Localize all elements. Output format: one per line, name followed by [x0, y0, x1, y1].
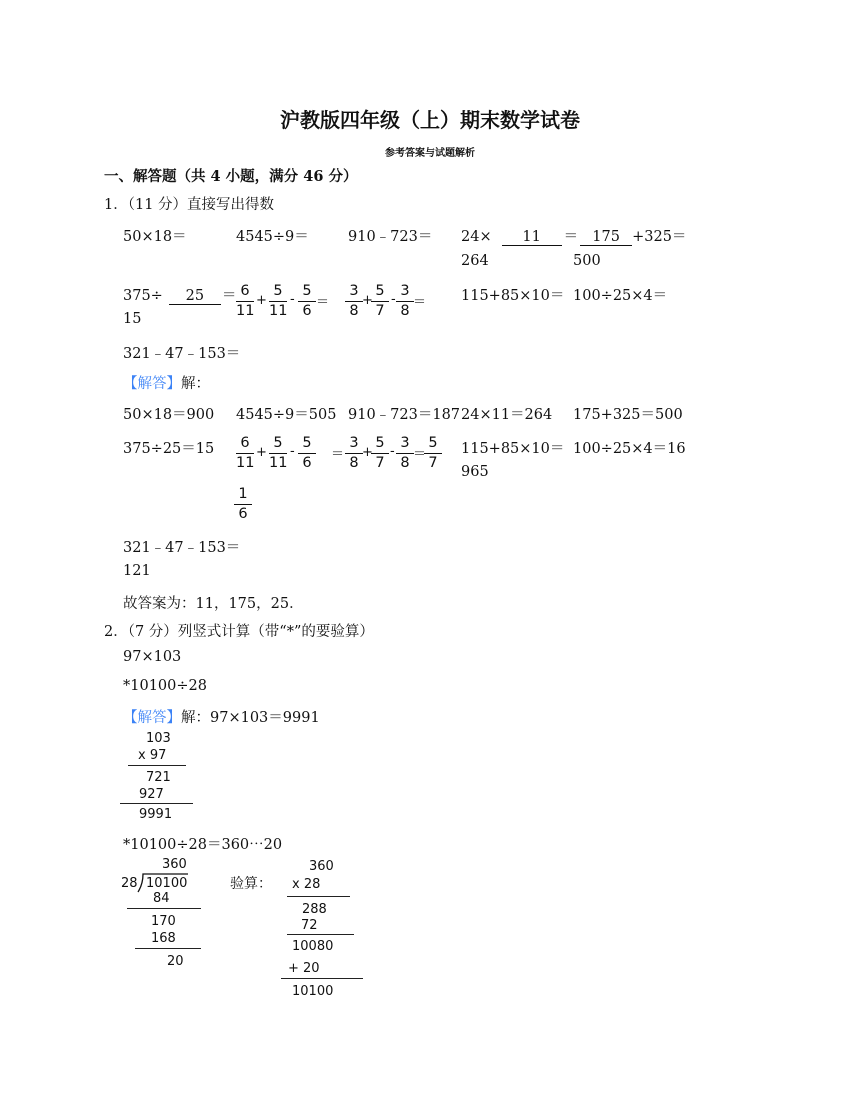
rule-line	[281, 978, 363, 979]
check-label: 验算：	[230, 876, 272, 892]
fraction: 3 8	[345, 283, 363, 320]
fraction: 6 11	[236, 435, 255, 471]
q1-r2-c4: 115+85×10＝	[461, 288, 565, 304]
q1-ans-r1-c1: 50×18＝900	[123, 407, 215, 423]
fraction-result: 5 7	[424, 435, 442, 472]
check-p1: 288	[302, 902, 327, 917]
q1-r2-c1	[123, 284, 236, 305]
page-subtitle: 参考答案与试题解析	[385, 148, 475, 159]
rule-line	[287, 896, 350, 897]
answer-tag: 【解答】	[123, 376, 181, 392]
rule-line	[127, 908, 201, 909]
q1-r1-c4	[461, 225, 686, 246]
rule-line	[135, 948, 201, 949]
mult-sum: 9991	[139, 807, 173, 822]
fraction: 5 6	[298, 283, 316, 320]
div-r1: 170	[151, 914, 176, 929]
check-add: + 20	[288, 961, 320, 976]
q1-ans-r1-c3: 910﹣723＝187	[348, 407, 461, 423]
rule-line	[128, 765, 186, 766]
q1-ans-r3: 321﹣47﹣153＝	[123, 540, 241, 556]
q1-ans-r2-c4-under: 965	[461, 464, 489, 480]
fraction-result: 1 6	[234, 486, 252, 523]
q2-div-result: *10100÷28＝360⋯20	[123, 837, 283, 853]
q1-r3: 321﹣47﹣153＝	[123, 346, 241, 362]
q1-ans-r1-c4: 24×11＝264	[461, 407, 553, 423]
equals-sign: ＝	[316, 295, 330, 310]
answer-tag: 【解答】	[123, 710, 181, 726]
rule-line	[120, 803, 193, 804]
q1-r2-c5: 100÷25×4＝	[573, 288, 668, 304]
equals-sign: ＝	[413, 295, 427, 310]
check-a: 360	[309, 859, 334, 874]
plus-sign: +	[362, 293, 373, 308]
q1-ans-r3-under: 121	[123, 563, 151, 579]
check-s: 10080	[292, 939, 334, 954]
fraction: 5 11	[269, 283, 288, 319]
div-s1: 84	[153, 891, 170, 906]
q2-line-1: 97×103	[123, 649, 182, 665]
minus-sign: -	[290, 292, 295, 307]
q1-r2-p1: 375÷	[123, 288, 163, 304]
fraction: 6 11	[236, 283, 255, 319]
q1-ans-r1-c2: 4545÷9＝505	[236, 407, 337, 423]
answer-text: 解：97×103＝9991	[181, 710, 320, 726]
q1-blank-2: 175	[580, 230, 632, 246]
mult-p2: 927	[139, 787, 164, 802]
rule-line	[287, 934, 354, 935]
div-dividend: 10100	[146, 876, 188, 891]
fraction: 5 7	[371, 435, 389, 472]
div-divisor: 28	[121, 876, 138, 891]
q1-r1-p5: +325＝	[632, 229, 687, 245]
div-s2: 168	[151, 931, 176, 946]
fraction: 5 11	[269, 435, 288, 471]
q1-blank-3: 25	[169, 289, 221, 305]
page-title: 沪教版四年级（上）期末数学试卷	[280, 108, 580, 132]
q1-answer-line	[123, 372, 210, 393]
q2-answer-line	[123, 706, 320, 727]
q1-r2-p2: ＝	[221, 288, 237, 304]
section-heading: 一、解答题（共 4 小题，满分 46 分）	[104, 168, 358, 185]
q1-r1-c2: 4545÷9＝	[236, 229, 309, 245]
fraction: 5 6	[298, 435, 316, 472]
minus-sign: -	[390, 444, 395, 459]
equals-sign: ＝	[413, 447, 427, 462]
q1-ans-r2-c1: 375÷25＝15	[123, 441, 215, 457]
check-p2: 72	[301, 918, 318, 933]
equals-sign: ＝	[331, 447, 345, 462]
plus-sign: +	[256, 445, 267, 460]
q1-r1-c1: 50×18＝	[123, 229, 187, 245]
q2-line-2: *10100÷28	[123, 678, 207, 694]
q1-r1-under-1: 264	[461, 253, 489, 269]
q1-r1-c3: 910﹣723＝	[348, 229, 433, 245]
plus-sign: +	[256, 293, 267, 308]
answer-suffix: 解：	[181, 376, 210, 392]
q1-r1-p4a: 24×	[461, 229, 492, 245]
q1-conclusion: 故答案为：11，175，25．	[123, 596, 304, 612]
minus-sign: -	[290, 444, 295, 459]
q1-ans-r2-c4: 115+85×10＝	[461, 441, 565, 457]
q1-ans-r2-c5: 100÷25×4＝16	[573, 441, 686, 457]
fraction: 5 7	[371, 283, 389, 320]
div-quotient: 360	[162, 857, 187, 872]
mult-b: x 97	[138, 748, 167, 763]
q1-blank-1: 11	[502, 230, 562, 246]
q1-heading: 1．（11 分）直接写出得数	[104, 197, 275, 213]
check-total: 10100	[292, 984, 334, 999]
div-remainder: 20	[167, 954, 184, 969]
fraction: 3 8	[396, 435, 414, 472]
mult-a: 103	[146, 731, 171, 746]
check-b: x 28	[292, 877, 321, 892]
q2-heading: 2．（7 分）列竖式计算（带“*”的要验算）	[104, 624, 374, 640]
minus-sign: -	[391, 292, 396, 307]
fraction: 3 8	[345, 435, 363, 472]
q1-ans-r1-c5: 175+325＝500	[573, 407, 683, 423]
q1-r1-p4b: ＝	[563, 229, 579, 245]
fraction: 3 8	[396, 283, 414, 320]
q1-r1-under-2: 500	[573, 253, 601, 269]
mult-p1: 721	[146, 770, 171, 785]
plus-sign: +	[362, 445, 373, 460]
q1-r2-under: 15	[123, 311, 142, 327]
